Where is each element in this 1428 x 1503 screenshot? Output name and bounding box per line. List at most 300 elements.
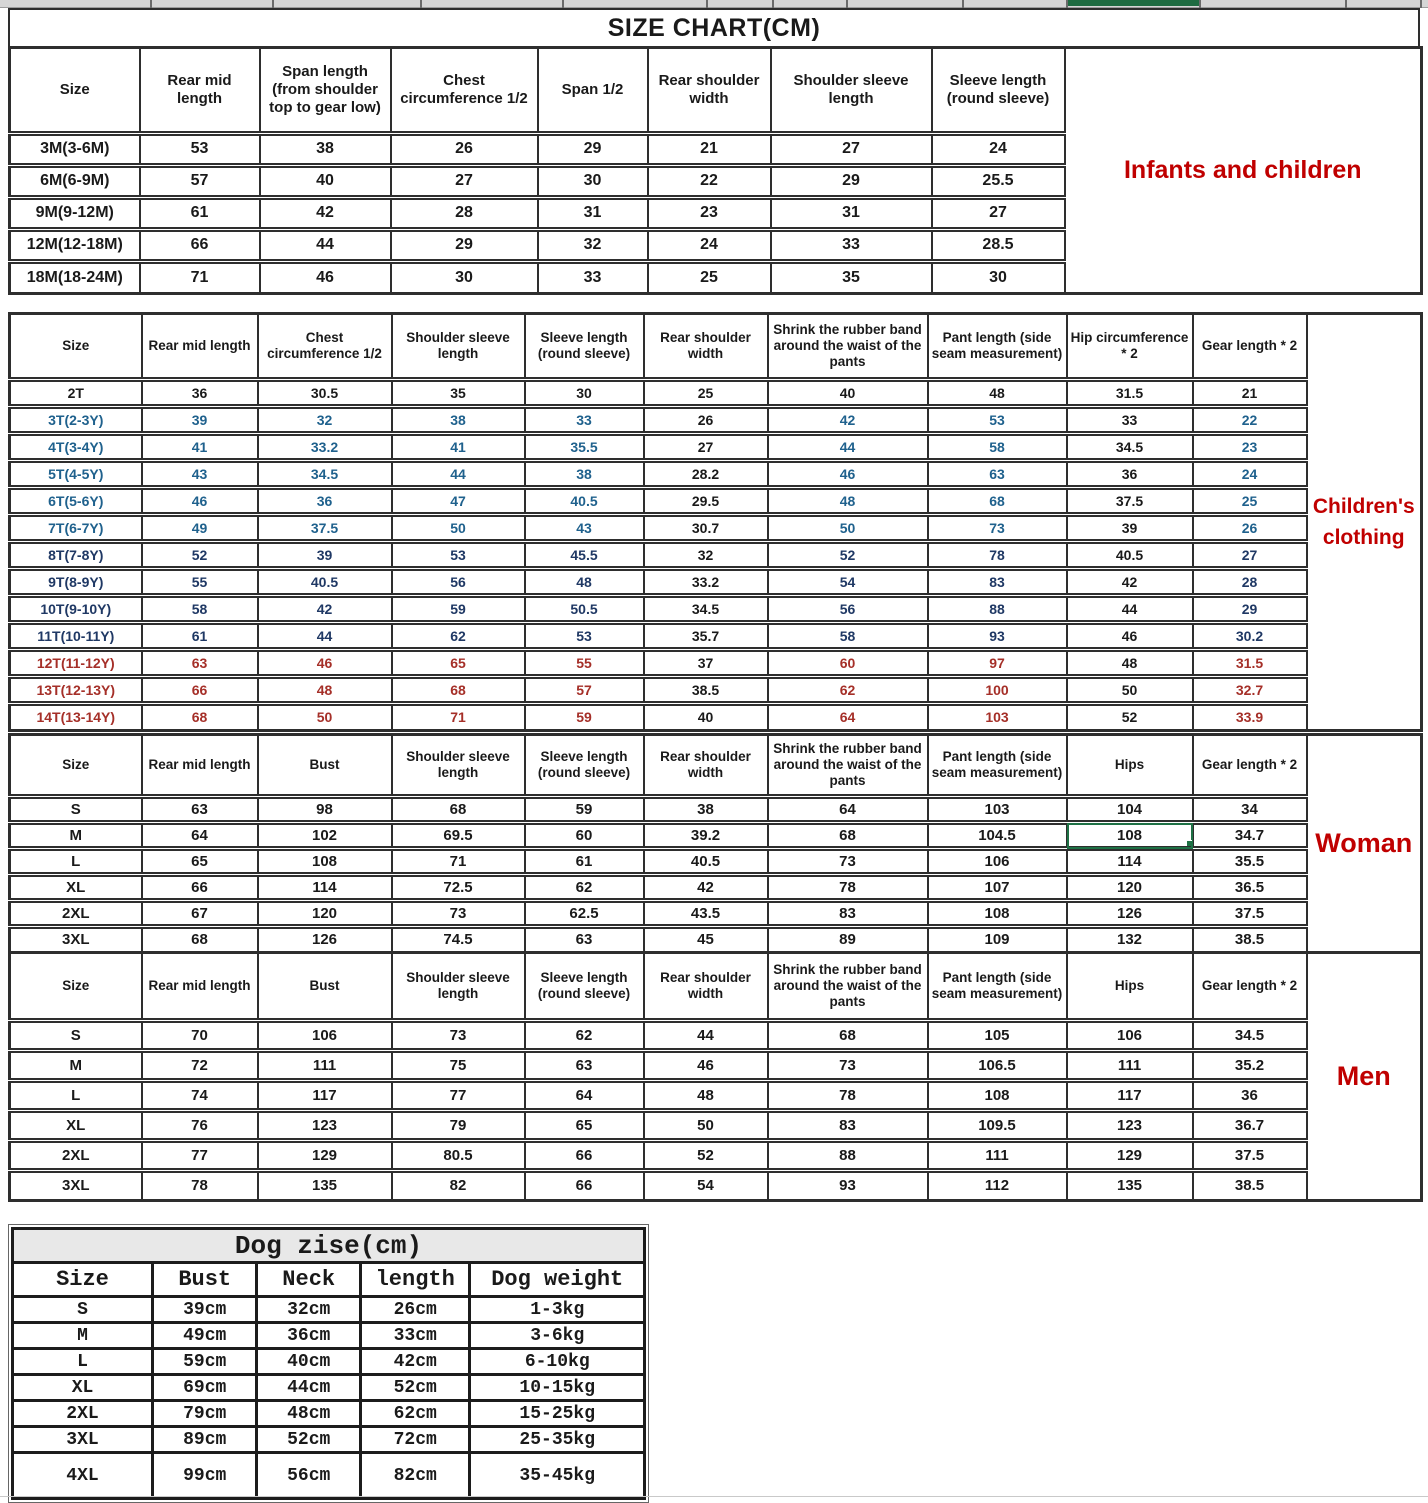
children-cell: 32.7: [1193, 677, 1307, 704]
selected-column-indicator: [1066, 0, 1199, 6]
children-column-header: Shrink the rubber band around the waist of the pants: [768, 314, 928, 380]
woman-cell: 38: [644, 797, 768, 823]
men-cell: 36.7: [1193, 1111, 1307, 1141]
men-cell: 117: [1067, 1081, 1193, 1111]
children-cell: 46: [142, 488, 258, 515]
infants-cell: 22: [648, 166, 771, 198]
children-cell: 24: [1193, 461, 1307, 488]
men-cell: 62: [525, 1021, 644, 1051]
dog-column-header: Size: [13, 1263, 153, 1297]
woman-cell: 68: [768, 823, 928, 849]
children-cell: 36: [258, 488, 392, 515]
children-cell: 50.5: [525, 596, 644, 623]
children-cell: 26: [1193, 515, 1307, 542]
dog-column-header: length: [360, 1263, 470, 1297]
infants-cell: 24: [648, 230, 771, 262]
infants-cell: 28: [391, 198, 538, 230]
children-cell: 45.5: [525, 542, 644, 569]
men-cell: 106: [258, 1021, 392, 1051]
men-column-header: Pant length (side seam measurement): [928, 953, 1067, 1021]
children-cell: 36: [1067, 461, 1193, 488]
woman-cell: 72.5: [392, 875, 525, 901]
children-column-header: Gear length * 2: [1193, 314, 1307, 380]
children-cell: 10T(9-10Y): [10, 596, 142, 623]
men-cell: 83: [768, 1111, 928, 1141]
men-row-L: [10, 1081, 1422, 1111]
men-cell: 80.5: [392, 1141, 525, 1171]
children-cell: 73: [928, 515, 1067, 542]
woman-column-header: Bust: [258, 735, 392, 797]
men-cell: 68: [768, 1021, 928, 1051]
infants-cell: 31: [771, 198, 932, 230]
dog-column-header: Bust: [152, 1263, 256, 1297]
men-cell: 106.5: [928, 1051, 1067, 1081]
dog-size-table-block: [8, 1224, 649, 1503]
men-cell: 135: [258, 1171, 392, 1201]
woman-cell: 68: [142, 927, 258, 953]
children-cell: 88: [928, 596, 1067, 623]
men-cell: M: [10, 1051, 142, 1081]
gridline-tick: [1420, 0, 1422, 8]
infants-cell: 12M(12-18M): [10, 230, 140, 262]
children-cell: 28: [1193, 569, 1307, 596]
infants-cell: 30: [932, 262, 1065, 294]
children-row-10T(9-10Y): [10, 596, 1422, 623]
spreadsheet-gridline-bottom: [0, 1496, 1428, 1497]
dog-cell: 99cm: [152, 1453, 256, 1499]
children-cell: 54: [768, 569, 928, 596]
men-cell: 46: [644, 1051, 768, 1081]
dog-size-table: [11, 1261, 646, 1500]
woman-size-table: [8, 733, 1423, 954]
infants-column-header: Shoulder sleeve length: [771, 48, 932, 134]
children-cell: 37: [644, 650, 768, 677]
woman-cell: 74.5: [392, 927, 525, 953]
men-column-header: Shoulder sleeve length: [392, 953, 525, 1021]
children-cell: 40.5: [525, 488, 644, 515]
men-column-header: Size: [10, 953, 142, 1021]
children-cell: 48: [525, 569, 644, 596]
woman-cell: 108: [258, 849, 392, 875]
children-column-header: Sleeve length (round sleeve): [525, 314, 644, 380]
children-row-6T(5-6Y): [10, 488, 1422, 515]
woman-cell: 106: [928, 849, 1067, 875]
infants-cell: 57: [140, 166, 260, 198]
woman-cell: 64: [142, 823, 258, 849]
men-cell: 111: [258, 1051, 392, 1081]
woman-row-XL: [10, 875, 1422, 901]
page-title: SIZE CHART(CM): [8, 8, 1420, 48]
children-cell: 50: [1067, 677, 1193, 704]
men-cell: 117: [258, 1081, 392, 1111]
infants-header-row: [10, 48, 1422, 134]
men-column-header: Shrink the rubber band around the waist of the pants: [768, 953, 928, 1021]
infants-column-header: Size: [10, 48, 140, 134]
children-cell: 63: [928, 461, 1067, 488]
woman-cell: 61: [525, 849, 644, 875]
children-cell: 12T(11-12Y): [10, 650, 142, 677]
children-cell: 58: [928, 434, 1067, 461]
woman-cell: 66: [142, 875, 258, 901]
woman-cell: 108: [928, 901, 1067, 927]
woman-cell: 89: [768, 927, 928, 953]
infants-cell: 32: [538, 230, 648, 262]
infants-cell: 33: [771, 230, 932, 262]
woman-column-header: Rear shoulder width: [644, 735, 768, 797]
infants-cell: 40: [260, 166, 391, 198]
children-column-header: Chest circumference 1/2: [258, 314, 392, 380]
children-cell: 22: [1193, 407, 1307, 434]
woman-cell: S: [10, 797, 142, 823]
woman-cell: 126: [258, 927, 392, 953]
children-cell: 39: [258, 542, 392, 569]
woman-cell: 83: [768, 901, 928, 927]
infants-cell: 38: [260, 134, 391, 166]
children-cell: 56: [768, 596, 928, 623]
men-cell: S: [10, 1021, 142, 1051]
dog-cell: 15-25kg: [470, 1401, 645, 1427]
infants-cell: 21: [648, 134, 771, 166]
children-cell: 66: [142, 677, 258, 704]
children-cell: 52: [768, 542, 928, 569]
woman-cell: 2XL: [10, 901, 142, 927]
infants-cell: 26: [391, 134, 538, 166]
woman-cell: 107: [928, 875, 1067, 901]
woman-cell: 103: [928, 797, 1067, 823]
men-row-S: [10, 1021, 1422, 1051]
woman-cell: 37.5: [1193, 901, 1307, 927]
men-column-header: Hips: [1067, 953, 1193, 1021]
children-cell: 41: [392, 434, 525, 461]
children-cell: 13T(12-13Y): [10, 677, 142, 704]
dog-row-3XL: [13, 1427, 645, 1453]
infants-cell: 25: [648, 262, 771, 294]
children-cell: 2T: [10, 380, 142, 407]
infants-cell: 42: [260, 198, 391, 230]
men-cell: 77: [392, 1081, 525, 1111]
children-cell: 34.5: [644, 596, 768, 623]
woman-cell: 104: [1067, 797, 1193, 823]
woman-cell: 114: [258, 875, 392, 901]
men-cell: 66: [525, 1141, 644, 1171]
men-cell: 54: [644, 1171, 768, 1201]
children-cell: 46: [1067, 623, 1193, 650]
dog-cell: 44cm: [257, 1375, 360, 1401]
children-cell: 53: [928, 407, 1067, 434]
children-cell: 49: [142, 515, 258, 542]
woman-cell: 67: [142, 901, 258, 927]
men-column-header: Rear mid length: [142, 953, 258, 1021]
children-column-header: Rear mid length: [142, 314, 258, 380]
children-cell: 97: [928, 650, 1067, 677]
woman-cell: 45: [644, 927, 768, 953]
children-cell: 29: [1193, 596, 1307, 623]
infants-cell: 61: [140, 198, 260, 230]
woman-column-header: Pant length (side seam measurement): [928, 735, 1067, 797]
men-cell: 79: [392, 1111, 525, 1141]
children-row-13T(12-13Y): [10, 677, 1422, 704]
woman-header-row: [10, 735, 1422, 797]
children-cell: 44: [768, 434, 928, 461]
children-cell: 30.7: [644, 515, 768, 542]
men-cell: 109.5: [928, 1111, 1067, 1141]
woman-cell: 65: [142, 849, 258, 875]
woman-category-label: Woman: [1307, 735, 1422, 953]
dog-row-M: [13, 1323, 645, 1349]
dog-cell: 35-45kg: [470, 1453, 645, 1499]
dog-cell: XL: [13, 1375, 153, 1401]
dog-column-header: Neck: [257, 1263, 360, 1297]
dog-cell: 52cm: [257, 1427, 360, 1453]
men-row-XL: [10, 1111, 1422, 1141]
children-cell: 44: [392, 461, 525, 488]
dog-row-L: [13, 1349, 645, 1375]
children-cell: 3T(2-3Y): [10, 407, 142, 434]
dog-cell: 69cm: [152, 1375, 256, 1401]
woman-cell: 40.5: [644, 849, 768, 875]
men-column-header: Rear shoulder width: [644, 953, 768, 1021]
infants-column-header: Rear mid length: [140, 48, 260, 134]
woman-column-header: Rear mid length: [142, 735, 258, 797]
men-column-header: Bust: [258, 953, 392, 1021]
men-cell: 77: [142, 1141, 258, 1171]
children-cell: 42: [258, 596, 392, 623]
men-category-label: Men: [1307, 953, 1422, 1201]
children-cell: 11T(10-11Y): [10, 623, 142, 650]
men-cell: 66: [525, 1171, 644, 1201]
children-cell: 65: [392, 650, 525, 677]
children-cell: 48: [258, 677, 392, 704]
woman-column-header: Size: [10, 735, 142, 797]
children-cell: 35: [392, 380, 525, 407]
children-cell: 36: [142, 380, 258, 407]
dog-cell: 26cm: [360, 1297, 470, 1323]
men-cell: 75: [392, 1051, 525, 1081]
men-cell: XL: [10, 1111, 142, 1141]
children-cell: 59: [392, 596, 525, 623]
woman-cell: 39.2: [644, 823, 768, 849]
children-cell: 68: [928, 488, 1067, 515]
children-cell: 42: [1067, 569, 1193, 596]
woman-cell: L: [10, 849, 142, 875]
woman-cell: 3XL: [10, 927, 142, 953]
children-row-3T(2-3Y): [10, 407, 1422, 434]
children-cell: 33: [1067, 407, 1193, 434]
children-cell: 9T(8-9Y): [10, 569, 142, 596]
children-cell: 26: [644, 407, 768, 434]
woman-row-L: [10, 849, 1422, 875]
woman-cell: 42: [644, 875, 768, 901]
woman-cell: 35.5: [1193, 849, 1307, 875]
woman-cell: 62: [525, 875, 644, 901]
children-cell: 38.5: [644, 677, 768, 704]
infants-column-header: Span length (from shoulder top to gear low): [260, 48, 391, 134]
children-cell: 83: [928, 569, 1067, 596]
infants-cell: 23: [648, 198, 771, 230]
children-cell: 42: [768, 407, 928, 434]
children-cell: 68: [392, 677, 525, 704]
infants-cell: 35: [771, 262, 932, 294]
gridline-tick: [562, 0, 564, 8]
children-cell: 50: [258, 704, 392, 731]
infants-column-header: Sleeve length (round sleeve): [932, 48, 1065, 134]
children-cell: 44: [1067, 596, 1193, 623]
woman-cell: 114: [1067, 849, 1193, 875]
infants-cell: 71: [140, 262, 260, 294]
children-cell: 21: [1193, 380, 1307, 407]
dog-cell: 1-3kg: [470, 1297, 645, 1323]
woman-cell: 36.5: [1193, 875, 1307, 901]
men-cell: 123: [258, 1111, 392, 1141]
infants-cell: 33: [538, 262, 648, 294]
children-cell: 44: [258, 623, 392, 650]
woman-cell: 64: [768, 797, 928, 823]
men-cell: 73: [392, 1021, 525, 1051]
woman-cell: 132: [1067, 927, 1193, 953]
men-cell: 50: [644, 1111, 768, 1141]
infants-cell: 31: [538, 198, 648, 230]
men-cell: 35.2: [1193, 1051, 1307, 1081]
children-column-header: Size: [10, 314, 142, 380]
children-cell: 38: [392, 407, 525, 434]
dog-column-header: Dog weight: [470, 1263, 645, 1297]
children-cell: 64: [768, 704, 928, 731]
children-cell: 30: [525, 380, 644, 407]
children-row-12T(11-12Y): [10, 650, 1422, 677]
men-cell: 129: [1067, 1141, 1193, 1171]
woman-cell: 68: [392, 797, 525, 823]
children-cell: 4T(3-4Y): [10, 434, 142, 461]
dog-row-2XL: [13, 1401, 645, 1427]
gridline-tick: [1066, 0, 1068, 8]
children-cell: 55: [525, 650, 644, 677]
dog-cell: S: [13, 1297, 153, 1323]
dog-cell: 49cm: [152, 1323, 256, 1349]
men-cell: 73: [768, 1051, 928, 1081]
gridline-tick: [846, 0, 848, 8]
infants-cell: 27: [391, 166, 538, 198]
children-cell: 50: [768, 515, 928, 542]
woman-row-S: [10, 797, 1422, 823]
men-cell: L: [10, 1081, 142, 1111]
dog-row-XL: [13, 1375, 645, 1401]
children-column-header: Shoulder sleeve length: [392, 314, 525, 380]
men-cell: 72: [142, 1051, 258, 1081]
woman-cell: 63: [142, 797, 258, 823]
men-cell: 112: [928, 1171, 1067, 1201]
woman-column-header: Shoulder sleeve length: [392, 735, 525, 797]
gridline-tick: [772, 0, 774, 8]
dog-cell: 52cm: [360, 1375, 470, 1401]
dog-cell: 89cm: [152, 1427, 256, 1453]
children-cell: 48: [1067, 650, 1193, 677]
infants-cell: 44: [260, 230, 391, 262]
infants-cell: 29: [538, 134, 648, 166]
men-cell: 34.5: [1193, 1021, 1307, 1051]
woman-cell: 71: [392, 849, 525, 875]
children-cell: 25: [644, 380, 768, 407]
children-cell: 5T(4-5Y): [10, 461, 142, 488]
children-size-table: [8, 312, 1423, 732]
infants-cell: 6M(6-9M): [10, 166, 140, 198]
children-cell: 53: [525, 623, 644, 650]
children-cell: 8T(7-8Y): [10, 542, 142, 569]
dog-cell: 40cm: [257, 1349, 360, 1375]
men-cell: 111: [928, 1141, 1067, 1171]
children-cell: 38: [525, 461, 644, 488]
gridline-tick: [1199, 0, 1201, 8]
children-cell: 34.5: [258, 461, 392, 488]
children-cell: 25: [1193, 488, 1307, 515]
children-cell: 53: [392, 542, 525, 569]
infants-cell: 66: [140, 230, 260, 262]
children-cell: 23: [1193, 434, 1307, 461]
men-cell: 48: [644, 1081, 768, 1111]
children-cell: 55: [142, 569, 258, 596]
woman-cell: 78: [768, 875, 928, 901]
men-cell: 105: [928, 1021, 1067, 1051]
children-cell: 57: [525, 677, 644, 704]
woman-cell: 120: [258, 901, 392, 927]
children-cell: 100: [928, 677, 1067, 704]
dog-cell: 3-6kg: [470, 1323, 645, 1349]
infants-column-header: Span 1/2: [538, 48, 648, 134]
men-cell: 78: [142, 1171, 258, 1201]
children-cell: 35.7: [644, 623, 768, 650]
men-row-3XL: [10, 1171, 1422, 1201]
infants-cell: 29: [771, 166, 932, 198]
woman-selected-cell[interactable]: 108: [1067, 823, 1193, 849]
dog-cell: 25-35kg: [470, 1427, 645, 1453]
children-row-8T(7-8Y): [10, 542, 1422, 569]
woman-cell: M: [10, 823, 142, 849]
men-cell: 38.5: [1193, 1171, 1307, 1201]
children-cell: 31.5: [1067, 380, 1193, 407]
infants-cell: 30: [391, 262, 538, 294]
children-cell: 60: [768, 650, 928, 677]
children-cell: 37.5: [258, 515, 392, 542]
children-cell: 7T(6-7Y): [10, 515, 142, 542]
children-cell: 27: [644, 434, 768, 461]
children-row-14T(13-14Y): [10, 704, 1422, 731]
children-cell: 43: [525, 515, 644, 542]
dog-cell: 79cm: [152, 1401, 256, 1427]
infants-category-label: Infants and children: [1065, 48, 1422, 294]
woman-cell: 126: [1067, 901, 1193, 927]
children-cell: 68: [142, 704, 258, 731]
woman-cell: 38.5: [1193, 927, 1307, 953]
dog-cell: 48cm: [257, 1401, 360, 1427]
infants-column-header: Rear shoulder width: [648, 48, 771, 134]
woman-column-header: Hips: [1067, 735, 1193, 797]
children-cell: 62: [392, 623, 525, 650]
spreadsheet-gridline-strip: [0, 0, 1428, 8]
dog-table-title: Dog zise(cm): [11, 1227, 646, 1264]
dog-cell: 59cm: [152, 1349, 256, 1375]
children-cell: 37.5: [1067, 488, 1193, 515]
children-cell: 52: [1067, 704, 1193, 731]
infants-size-table: [8, 46, 1423, 295]
men-cell: 88: [768, 1141, 928, 1171]
dog-cell: 6-10kg: [470, 1349, 645, 1375]
children-cell: 28.2: [644, 461, 768, 488]
woman-cell: 104.5: [928, 823, 1067, 849]
men-cell: 82: [392, 1171, 525, 1201]
children-cell: 40.5: [258, 569, 392, 596]
woman-row-3XL: [10, 927, 1422, 953]
children-cell: 58: [768, 623, 928, 650]
men-cell: 37.5: [1193, 1141, 1307, 1171]
